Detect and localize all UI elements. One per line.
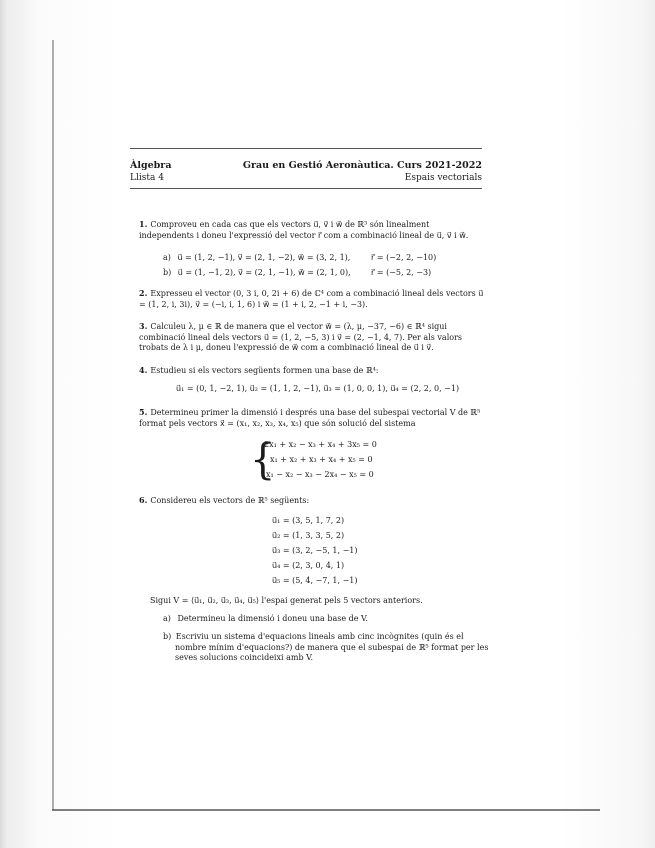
system-equation-1: 2x₁ + x₂ − x₃ + x₄ + 3x₅ = 0 [264,440,377,449]
exercise-number: 5. [139,407,148,417]
item-label: a) [163,253,171,262]
topic-label: Espais vectorials [404,173,482,183]
vector-u4: u⃗₄ = (2, 3, 0, 4, 1) [272,561,345,570]
page-left-edge [52,40,54,810]
vector-u5: u⃗₅ = (5, 4, −7, 1, −1) [272,576,358,585]
vector-u3: u⃗₃ = (3, 2, −5, 1, −1) [272,546,358,555]
exercise-text: Comproveu en cada cas que els vectors u⃗, v⃗ i w⃗ de ℝ³ són linealment independents i doneu l'expressió del vector r⃗ com a combinació lineal de u⃗, v⃗ i w⃗. [139,220,469,240]
subject-title: Àlgebra [130,160,172,171]
item-text: Escriviu un sistema d'equacions lineals amb cinc incògnites (quin és el nombre mínim d'equacions?) de manera que el subespai de ℝ⁵ format per les seves solucions coincideixi amb V. [175,632,489,662]
exercise-number: 2. [139,288,148,298]
exercise-1 [139,219,484,241]
exercise-5 [139,407,484,429]
exercise-1b [163,268,351,277]
exercise-6-span-definition: Sigui V = ⟨u⃗₁, u⃗₂, u⃗₃, u⃗₄, u⃗₅⟩ l'espai generat pels 5 vectors anteriors. [150,596,423,605]
vector-u1: u⃗₁ = (3, 5, 1, 7, 2) [272,516,345,525]
item-vectors: u⃗ = (1, −1, 2), v⃗ = (2, 1, −1), w⃗ = (2, 1, 0), [177,268,351,277]
exercise-4 [139,365,484,377]
exercise-number: 1. [139,219,148,229]
header-rule-bottom [130,188,482,189]
item-label: a) [163,614,171,623]
exercise-text: Calculeu λ, μ ∈ ℝ de manera que el vector w⃗ = (λ, μ, −37, −6) ∈ ℝ⁴ sigui combinació lineal dels vectors u⃗ = (1, 2, −5, 3) i v⃗ = (2, −1, 4, 7). Per als valors trobats de λ i μ, doneu l'expressió de w⃗ com a combinació lineal de u⃗ i v⃗. [139,322,462,352]
page-bottom-edge [52,809,600,811]
exercise-text: Considereu els vectors de ℝ⁵ següents: [150,496,310,505]
exercise-1a [163,253,350,262]
item-vectors: u⃗ = (1, 2, −1), v⃗ = (2, 1, −2), w⃗ = (3, 2, 1), [177,253,351,262]
system-equation-2: x₁ + x₂ + x₃ + x₄ + x₅ = 0 [270,455,373,464]
exercise-text: Expresseu el vector (0, 3 i, 0, 2i + 6) de ℂ⁴ com a combinació lineal dels vectors u⃗ = (1, 2, i, 3i), v⃗ = (−i, i, 1, 6) i w⃗ = (1 + i, 2, −1 + i, −3). [139,289,484,309]
vector-u2: u⃗₂ = (1, 3, 3, 5, 2) [272,531,345,540]
exercise-text: Estudieu si els vectors següents formen una base de ℝ⁴: [150,366,379,375]
exercise-2 [139,288,484,310]
exercise-number: 6. [139,495,148,505]
list-number: Llista 4 [130,173,164,183]
item-label: b) [163,268,172,277]
exercise-6a [163,614,368,623]
item-text: Determineu la dimensió i doneu una base de V. [177,614,368,623]
exercise-text: Determineu primer la dimensió i després una base del subespai vectorial V de ℝ⁵ format pels vectors x⃗ = (x₁, x₂, x₃, x₄, x₅) que són solució del sistema [139,408,481,428]
degree-course: Grau en Gestió Aeronàutica. Curs 2021-2022 [242,160,482,171]
exercise-number: 4. [139,365,148,375]
header-rule-top [130,148,482,149]
item-label: b) [163,632,172,641]
exercise-1a-r: r⃗ = (−2, 2, −10) [371,253,437,262]
exercise-3 [139,321,484,354]
exercise-6b [163,632,497,664]
exercise-number: 3. [139,321,148,331]
system-equation-3: x₁ − x₂ − x₃ − 2x₄ − x₅ = 0 [266,470,374,479]
exercise-6 [139,495,484,507]
exercise-4-formula: u⃗₁ = (0, 1, −2, 1), u⃗₂ = (1, 1, 2, −1), u⃗₃ = (1, 0, 0, 1), u⃗₄ = (2, 2, 0, −1) [176,384,460,393]
exercise-1b-r: r⃗ = (−5, 2, −3) [371,268,432,277]
system-brace: { [250,435,276,485]
